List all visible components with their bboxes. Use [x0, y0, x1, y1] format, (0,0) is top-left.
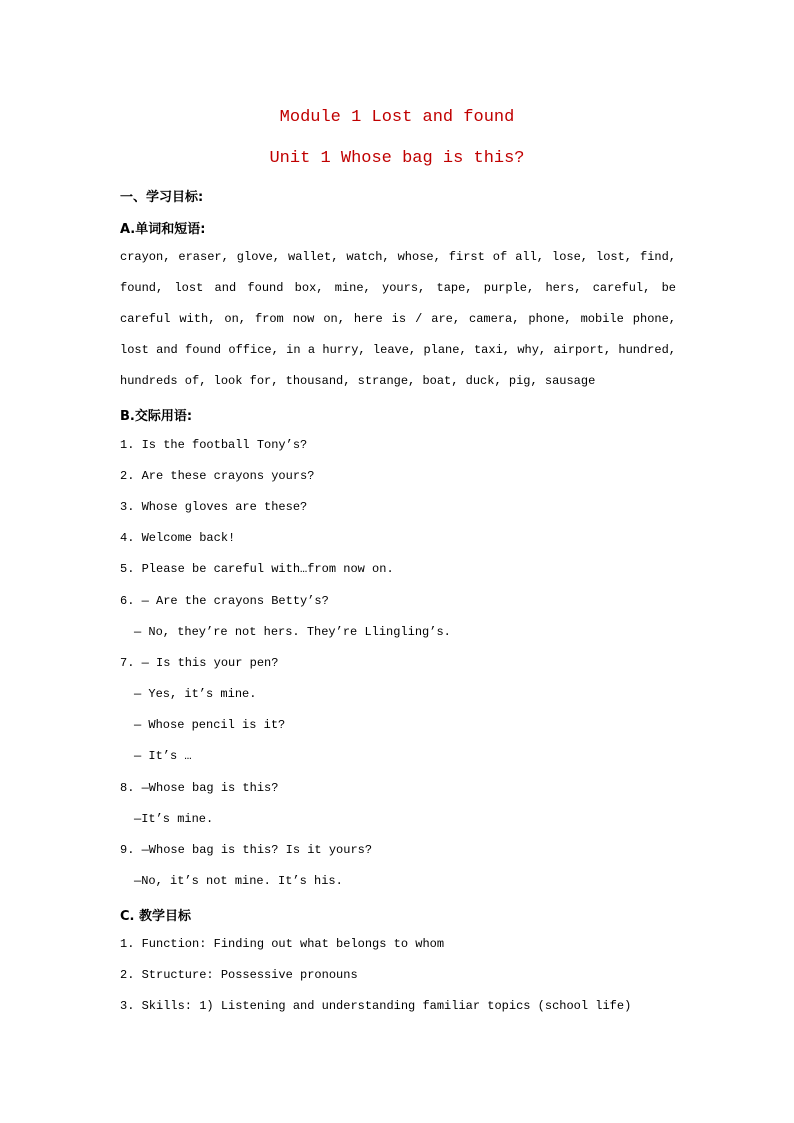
- dialogue-line: 3. Whose gloves are these?: [120, 500, 308, 514]
- teaching-goal-line: 2. Structure: Possessive pronouns: [120, 968, 358, 982]
- dialogue-reply: — No, they’re not hers. They’re Llingling’s.: [134, 625, 451, 639]
- dialogue-line: 1. Is the football Tony’s?: [120, 438, 308, 452]
- section-b-heading: B.交际用语:: [120, 409, 193, 424]
- dialogue-line: 2. Are these crayons yours?: [120, 469, 315, 483]
- dialogue-line: 6. — Are the crayons Betty’s?: [120, 594, 329, 608]
- module-title: Module 1 Lost and found: [279, 108, 515, 127]
- vocabulary-paragraph: crayon, eraser, glove, wallet, watch, whose, first of all, lose, lost, find, found, lost and found box, mine, yours, tape, purple, hers, careful, be careful with, on, from now on, here is / are, camera, phone, mobile phone, lost and found office, in a hurry, leave, plane, taxi, why, airport, hundred, hundreds of, look for, thousand, strange, boat, duck, pig, sausage: [120, 250, 676, 388]
- section-c-heading: C. 教学目标: [120, 909, 192, 924]
- dialogue-reply: —It’s mine.: [134, 812, 214, 826]
- objectives-heading: 一、学习目标:: [120, 190, 204, 205]
- dialogue-reply: — It’s …: [134, 749, 192, 763]
- teaching-goal-line: 3. Skills: 1) Listening and understanding familiar topics (school life): [120, 999, 632, 1013]
- dialogue-line: 5. Please be careful with…from now on.: [120, 562, 394, 576]
- dialogue-line: 9. —Whose bag is this? Is it yours?: [120, 843, 373, 857]
- dialogue-reply: — Yes, it’s mine.: [134, 687, 257, 701]
- dialogue-reply: —No, it’s not mine. It’s his.: [134, 874, 343, 888]
- dialogue-line: 7. — Is this your pen?: [120, 656, 279, 670]
- dialogue-line: 8. —Whose bag is this?: [120, 781, 279, 795]
- unit-title: Unit 1 Whose bag is this?: [269, 149, 525, 168]
- dialogue-reply: — Whose pencil is it?: [134, 718, 286, 732]
- dialogue-line: 4. Welcome back!: [120, 531, 236, 545]
- section-a-heading: A.单词和短语:: [120, 222, 206, 237]
- teaching-goal-line: 1. Function: Finding out what belongs to whom: [120, 937, 445, 951]
